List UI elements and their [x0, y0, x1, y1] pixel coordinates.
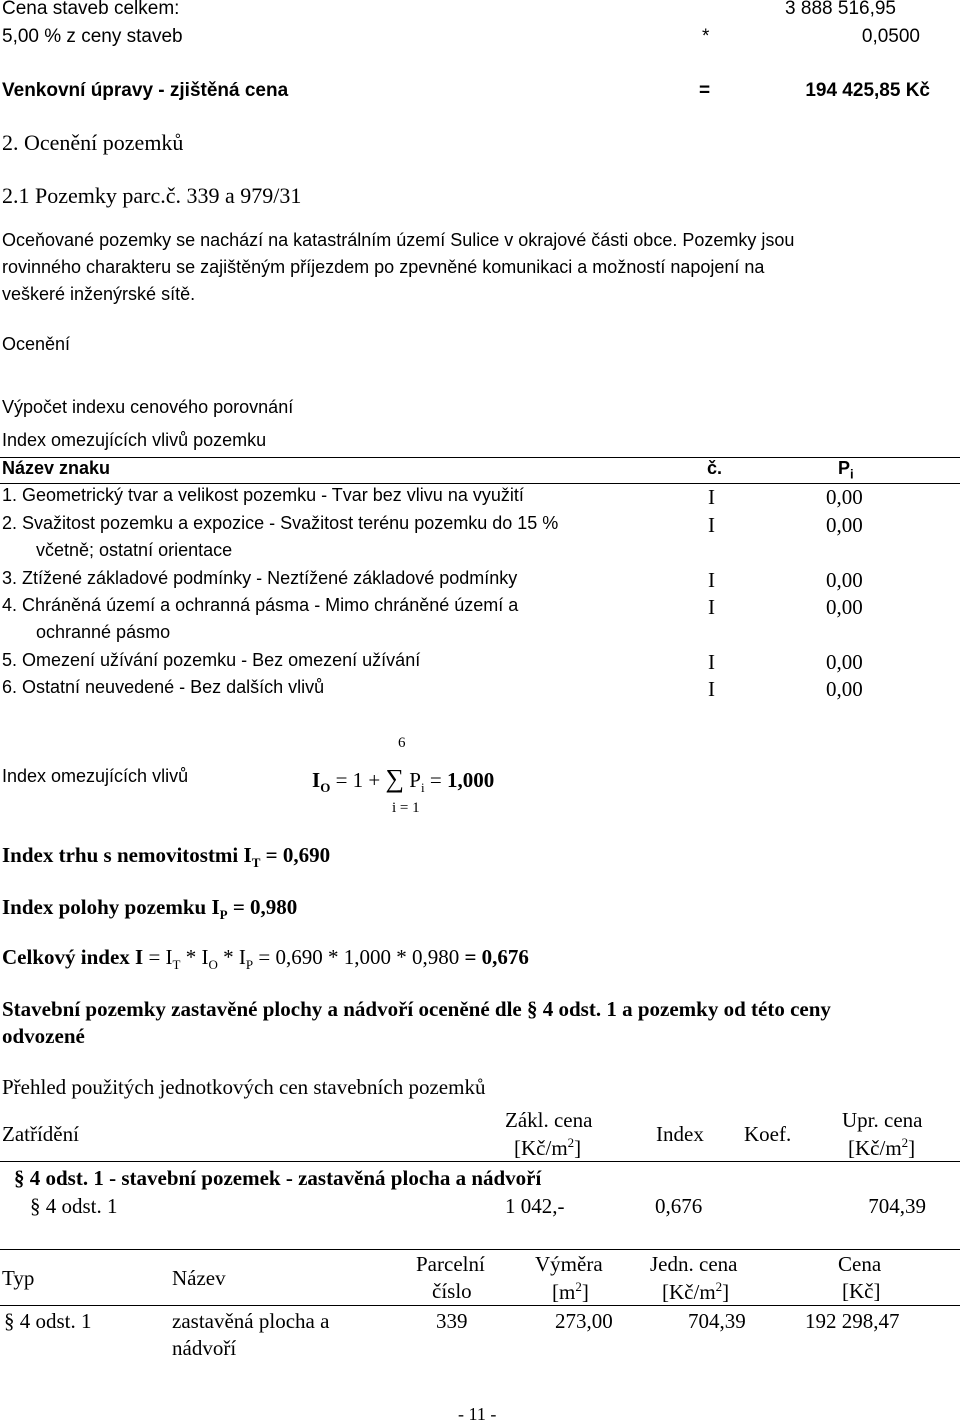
factor-row-1-label: 1. Geometrický tvar a velikost pozemku - Tvar bez vlivu na využití: [2, 485, 524, 505]
cena-staveb-label: Cena staveb celkem:: [2, 0, 180, 19]
page-number: - 11 -: [458, 1404, 497, 1424]
factor-row-5-c: I: [708, 650, 715, 674]
factors-header-top-line: [0, 457, 960, 458]
price-col-koef: Koef.: [744, 1122, 792, 1146]
land-col-parc-2: číslo: [432, 1279, 472, 1303]
factor-row-4-label: 4. Chráněná území a ochranná pásma - Mimo chráněné území a: [2, 595, 519, 615]
factor-row-3-p: 0,00: [826, 568, 863, 592]
factor-row-6-c: I: [708, 677, 715, 701]
index-polohy: Index polohy pozemku $I_P = 0,980$: [2, 895, 298, 923]
sigma-icon: ∑: [385, 764, 405, 793]
factor-row-2-label-cont: včetně; ostatní orientace: [36, 540, 233, 560]
factor-row-4-p: 0,00: [826, 595, 863, 619]
price-col-zakl-2: $[Kč/m^2]$: [514, 1135, 582, 1160]
index-omezujicich-heading: Index omezujících vlivů pozemku: [2, 430, 267, 450]
land-row-parc: 339: [436, 1309, 468, 1333]
celkovy-index: Celkový index $I = I_T * I_O * I_P = 0,690 * 1,000 * 0,980 = 0,676$: [2, 945, 529, 973]
land-col-vym-2: $[m^2]$: [552, 1279, 589, 1304]
prehled-heading: Přehled použitých jednotkových cen stavebních pozemků: [2, 1075, 486, 1099]
land-col-jedn-2: $[Kč/m^2]$: [662, 1279, 730, 1304]
procento-value: 0,0500: [861, 26, 920, 47]
procento-operator: *: [702, 26, 710, 47]
venkovni-upravy-operator: =: [699, 80, 711, 101]
heading-pozemky-parc: 2.1 Pozemky parc.č. 339 a 979/31: [2, 183, 302, 208]
price-col-upr-2: $[Kč/m^2]$: [848, 1135, 916, 1160]
factors-col-p: $P_i$: [838, 458, 854, 482]
procento-label: 5,00 % z ceny staveb: [2, 26, 183, 47]
factor-row-2-label: 2. Svažitost pozemku a expozice - Svažitost terénu pozemku do 15 %: [2, 513, 559, 533]
land-row-typ: § 4 odst. 1: [4, 1309, 92, 1333]
price-header-line: [0, 1161, 960, 1162]
factor-row-2-c: I: [708, 513, 715, 537]
factor-row-3-label: 3. Ztížené základové podmínky - Neztížené základové podmínky: [2, 568, 518, 588]
index-trhu: Index trhu s nemovitostmi $I_T = 0,690$: [2, 843, 331, 871]
oceneni-heading: Ocenění: [2, 334, 71, 354]
price-row-upr: 704,39: [868, 1194, 926, 1218]
price-row-index: 0,676: [655, 1194, 703, 1218]
sum-upper-limit: 6: [398, 735, 406, 751]
factor-row-2-p: 0,00: [826, 513, 863, 537]
price-row-zakl: 1 042,-: [505, 1194, 565, 1218]
paragraph-line-2: rovinného charakteru se zajištěným příjezdem po zpevněné komunikaci a možností napojení na: [2, 257, 765, 277]
land-col-parc-1: Parcelní: [416, 1252, 485, 1276]
factor-row-4-label-cont: ochranné pásmo: [36, 622, 171, 642]
heading-oceneni-pozemku: 2. Ocenění pozemků: [2, 130, 184, 155]
factors-col-c: č.: [707, 458, 723, 478]
price-col-upr-1: Upr. cena: [842, 1108, 923, 1132]
factor-row-1-p: 0,00: [826, 485, 863, 509]
price-group-row: § 4 odst. 1 - stavební pozemek - zastavěná plocha a nádvoří: [14, 1166, 542, 1190]
factor-row-6-p: 0,00: [826, 677, 863, 701]
land-row-cena: 192 298,47: [805, 1309, 900, 1333]
land-col-typ: Typ: [2, 1266, 35, 1290]
sum-lower-limit: i = 1: [392, 800, 420, 816]
factors-col-name: Název znaku: [2, 458, 111, 478]
land-row-jedn: 704,39: [688, 1309, 746, 1333]
land-col-cena-2: [Kč]: [842, 1279, 881, 1303]
paragraph-line-3: veškeré inženýrské sítě.: [2, 284, 196, 304]
land-row-nazev-2: nádvoří: [172, 1336, 237, 1360]
factor-row-5-label: 5. Omezení užívání pozemku - Bez omezení užívání: [2, 650, 421, 670]
land-col-nazev: Název: [172, 1266, 226, 1290]
land-header-top-line: [0, 1249, 960, 1250]
factor-row-5-p: 0,00: [826, 650, 863, 674]
formula-expression: $I_O = 1$ + ∑ $P_i = 1,000$: [312, 764, 495, 796]
land-row-nazev-1: zastavěná plocha a: [172, 1309, 330, 1333]
vypocet-heading: Výpočet indexu cenového porovnání: [2, 397, 294, 417]
land-header-bottom-line: [0, 1305, 960, 1306]
land-row-vym: 273,00: [555, 1309, 613, 1333]
factors-header-bottom-line: [0, 483, 960, 484]
factor-row-6-label: 6. Ostatní neuvedené - Bez dalších vlivů: [2, 677, 325, 697]
stavebni-pozemky-line-2: odvozené: [2, 1024, 85, 1048]
factor-row-4-c: I: [708, 595, 715, 619]
price-col-zakl-1: Zákl. cena: [505, 1108, 593, 1132]
venkovni-upravy-label: Venkovní úpravy - zjištěná cena: [2, 80, 289, 101]
price-row-name: § 4 odst. 1: [30, 1194, 118, 1218]
price-col-index: Index: [656, 1122, 704, 1146]
factor-row-1-c: I: [708, 485, 715, 509]
formula-label: Index omezujících vlivů: [2, 766, 189, 786]
land-col-cena-1: Cena: [838, 1252, 882, 1276]
cena-staveb-value: 3 888 516,95: [785, 0, 896, 19]
paragraph-line-1: Oceňované pozemky se nachází na katastrálním území Sulice v okrajové části obce. Pozemky jsou: [2, 230, 795, 250]
factor-row-3-c: I: [708, 568, 715, 592]
price-col-zatrideni: Zatřídění: [2, 1122, 79, 1146]
venkovni-upravy-value: 194 425,85 Kč: [805, 80, 930, 101]
land-col-vym-1: Výměra: [535, 1252, 603, 1276]
stavebni-pozemky-line-1: Stavební pozemky zastavěné plochy a nádvoří oceněné dle § 4 odst. 1 a pozemky od této ceny: [2, 997, 831, 1021]
land-col-jedn-1: Jedn. cena: [650, 1252, 738, 1276]
